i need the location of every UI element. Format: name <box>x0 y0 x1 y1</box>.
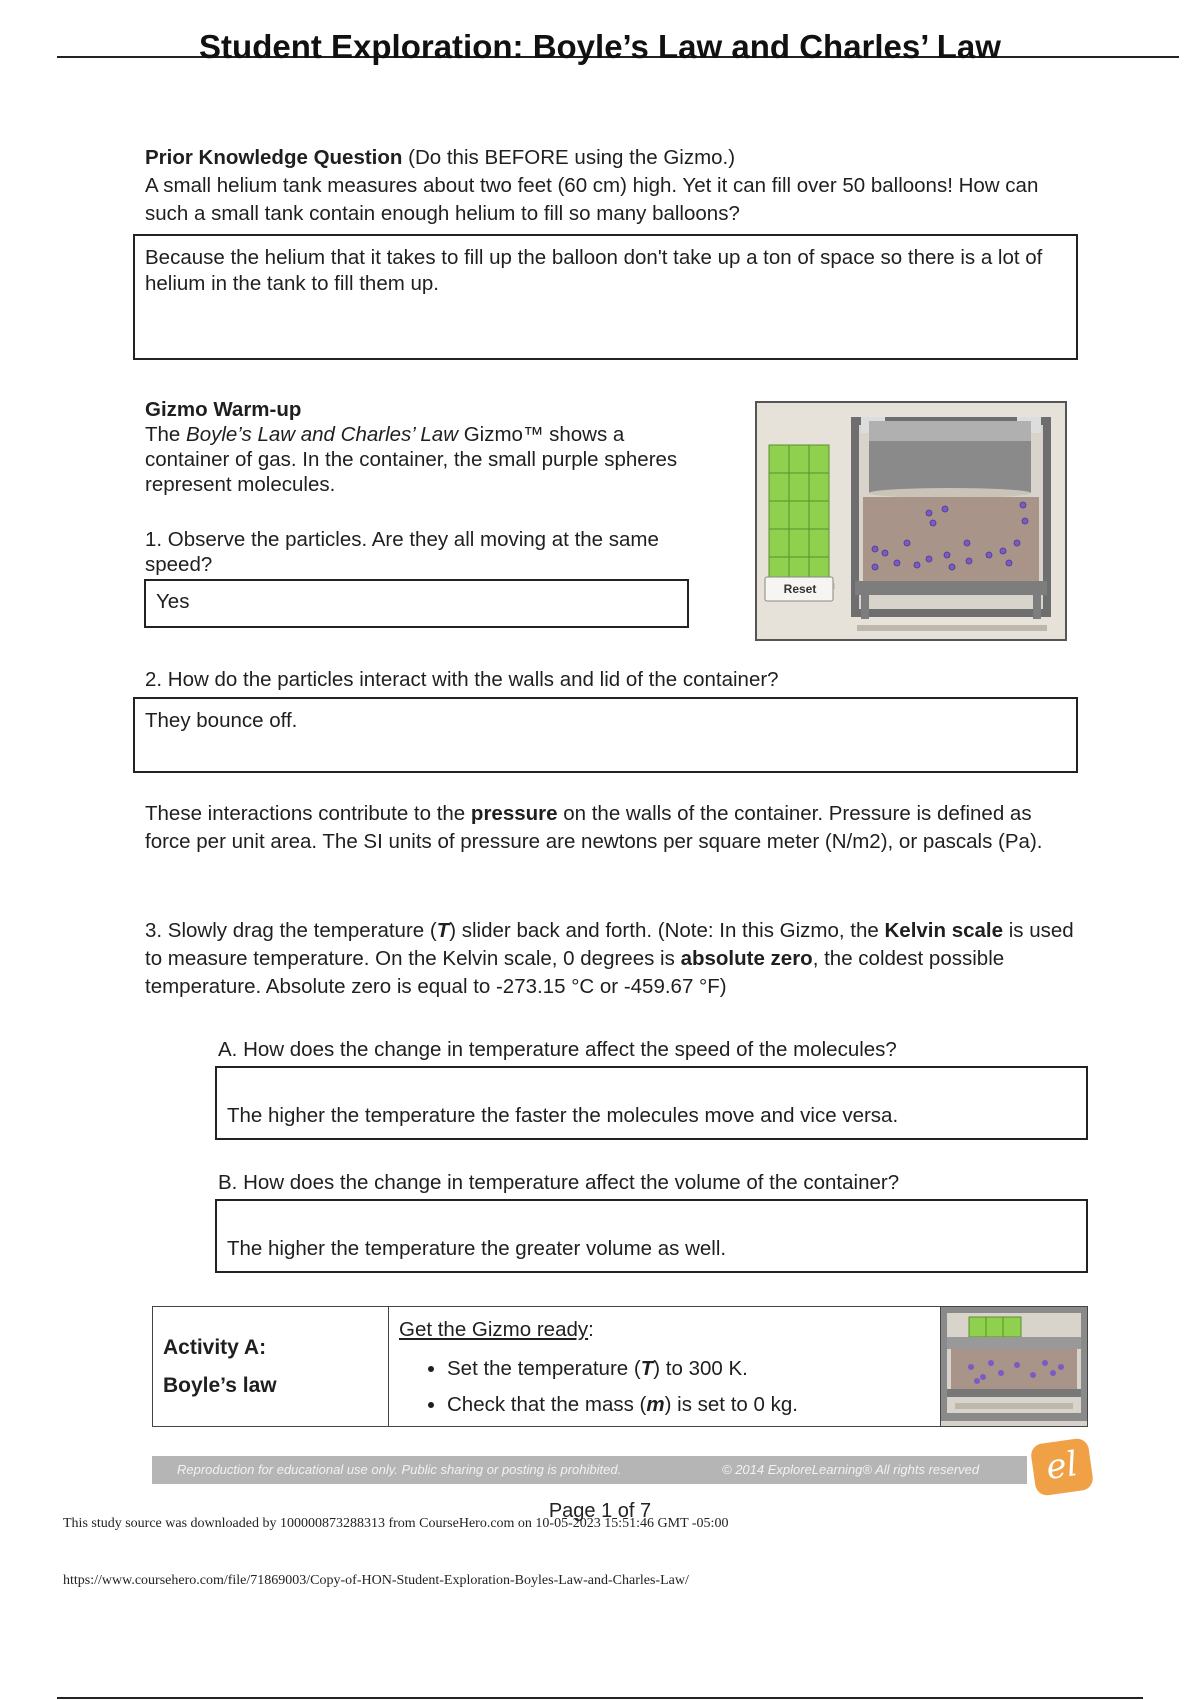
prior-answer-box[interactable]: Because the helium that it takes to fill up the balloon don't take up a ton of space so there is a lot of helium in the tank to fill them up. <box>133 234 1078 360</box>
q3-var-t: T <box>436 919 450 942</box>
weight-stack <box>765 445 835 589</box>
b2-var: m <box>646 1393 665 1416</box>
answer-1-box[interactable]: Yes <box>144 579 689 628</box>
copyright-note: © 2014 ExploreLearning® All rights reserved <box>722 1462 980 1477</box>
prior-knowledge-section <box>145 144 1075 228</box>
activity-instructions-cell <box>389 1307 941 1427</box>
page-number: Page 1 of 7 <box>548 1500 652 1522</box>
b1-var: T <box>640 1357 654 1380</box>
setup-list <box>399 1351 930 1423</box>
b2-post: ) is set to 0 kg. <box>664 1393 798 1416</box>
activity-label-cell <box>153 1307 389 1427</box>
activity-subtitle: Boyle’s law <box>163 1374 277 1397</box>
answer-2-box[interactable]: They bounce off. <box>133 697 1078 773</box>
download-note: This study source was downloaded by 100000873288313 from CourseHero.com on 10-05-2023 15:51:46 GMT -05:00 <box>63 1516 729 1531</box>
q3-part-b: ) slider back and forth. (Note: In this Gizmo, the <box>449 919 885 942</box>
q3-part-a: 3. Slowly drag the temperature ( <box>145 919 437 942</box>
question-3a: A. How does the change in temperature affect the speed of the molecules? <box>218 1038 897 1061</box>
explorelearning-logo: el <box>1030 1437 1095 1497</box>
intro-gizmo-name: Boyle’s Law and Charles’ Law <box>186 423 459 446</box>
q3-part-c: is used to measure temperature. On the Kelvin scale, 0 degrees is <box>145 919 1074 970</box>
b2-pre: Check that the mass ( <box>447 1393 647 1416</box>
b1-pre: Set the temperature ( <box>447 1357 641 1380</box>
answer-3b-box[interactable]: The higher the temperature the greater volume as well. <box>215 1199 1088 1273</box>
pressure-pre: These interactions contribute to the <box>145 802 471 825</box>
setup-item-mass <box>447 1387 930 1423</box>
warmup-intro-text <box>145 422 685 497</box>
reset-button[interactable]: Reset <box>783 582 817 596</box>
activity-table <box>152 1306 1088 1427</box>
gizmo-screenshot <box>755 401 1067 641</box>
question-3b: B. How does the change in temperature affect the volume of the container? <box>218 1171 900 1194</box>
question-3 <box>145 917 1080 1001</box>
activity-label: Activity A: <box>163 1336 267 1359</box>
warmup-heading: Gizmo Warm-up <box>145 398 302 421</box>
pressure-paragraph <box>145 800 1080 856</box>
intro-pre: The <box>145 423 187 446</box>
activity-gizmo-thumb-cell <box>941 1307 1088 1427</box>
question-2: 2. How do the particles interact with the walls and lid of the container? <box>145 668 779 691</box>
bottom-rule <box>57 1697 1143 1699</box>
q3-kelvin: Kelvin scale <box>884 919 1003 942</box>
reproduction-note: Reproduction for educational use only. Public sharing or posting is prohibited. <box>177 1462 622 1477</box>
q3-part-d: , the coldest possible temperature. Absolute zero is equal to -273.15 °C or -459.67 °F) <box>145 947 1005 998</box>
pressure-post: on the walls of the container. Pressure is defined as force per unit area. The SI units of pressure are newtons per square meter (N/m2), or pascals (Pa). <box>145 802 1043 853</box>
get-ready-heading: Get the Gizmo ready <box>399 1318 589 1341</box>
q3-absolute-zero: absolute zero <box>680 947 813 970</box>
copyright-bar <box>152 1456 1027 1484</box>
b1-post: ) to 300 K. <box>653 1357 748 1380</box>
source-url[interactable]: https://www.coursehero.com/file/71869003/Copy-of-HON-Student-Exploration-Boyles-Law-and-Charles-Law/ <box>63 1573 689 1588</box>
warmup-intro <box>145 397 685 497</box>
prior-note: (Do this BEFORE using the Gizmo.) <box>402 146 736 169</box>
intro-post: Gizmo™ shows a container of gas. In the container, the small purple spheres represent molecules. <box>145 423 678 496</box>
gizmo-thumbnail <box>941 1307 1087 1421</box>
gizmo-illustration <box>757 403 1065 639</box>
prior-heading: Prior Knowledge Question <box>145 146 403 169</box>
setup-item-temperature <box>447 1351 930 1387</box>
get-ready-colon: : <box>588 1318 594 1341</box>
question-1: 1. Observe the particles. Are they all moving at the same speed? <box>145 528 659 576</box>
answer-3a-box[interactable]: The higher the temperature the faster the molecules move and vice versa. <box>215 1066 1088 1140</box>
prior-question: A small helium tank measures about two feet (60 cm) high. Yet it can fill over 50 balloons! How can such a small tank contain enough helium to fill so many balloons? <box>145 174 1039 225</box>
page-title: Student Exploration: Boyle’s Law and Charles’ Law <box>199 28 1001 65</box>
pressure-term: pressure <box>470 802 558 825</box>
